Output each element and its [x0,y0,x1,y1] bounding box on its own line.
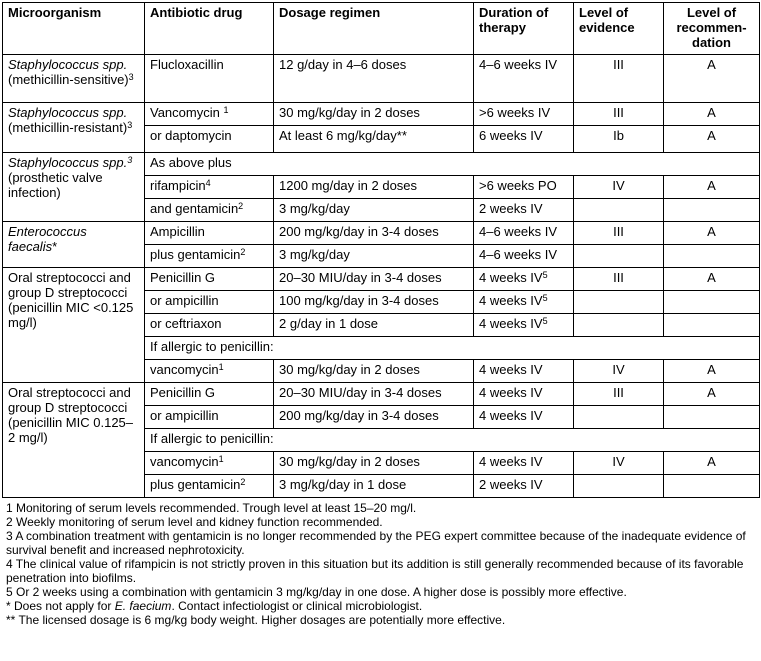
footnote-1: 1 Monitoring of serum levels recommended. Trough level at least 15–20 mg/l. [6,501,417,515]
footnote-ref: 1 [218,454,224,464]
organism-cell [3,103,145,153]
dosage-cell: 200 mg/kg/day in 3-4 doses [274,222,474,245]
evidence-cell [574,406,664,429]
dosage-cell: 20–30 MIU/day in 3-4 doses [274,383,474,406]
organism-italic: Staphylococcus spp. [8,105,128,120]
evidence-cell [574,245,664,268]
table-header-row [3,3,760,55]
organism-rest: (methicillin-resistant) [8,120,128,135]
footnote-ref: 3 [127,120,133,130]
recommendation-cell: A [664,383,760,406]
organism-rest: (prosthetic valve infection) [8,170,103,200]
footnote-star-italic: E. faecium [114,599,172,613]
drug-name: or ceftriaxon [150,316,222,331]
footnote-ref: 2 [238,201,244,211]
duration-text: 4 weeks IV [479,270,543,285]
drug-name: Penicillin G [150,385,216,400]
span-note-cell: If allergic to penicillin: [145,337,760,360]
dosage-cell: 30 mg/kg/day in 2 doses [274,103,474,126]
header-microorganism: Microorganism [3,3,145,55]
recommendation-cell: A [664,360,760,383]
drug-cell [145,199,274,222]
dosage-cell: At least 6 mg/kg/day** [274,126,474,153]
dosage-cell: 30 mg/kg/day in 2 doses [274,360,474,383]
duration-cell: >6 weeks IV [474,103,574,126]
footnote-ref: 2 [240,247,246,257]
drug-name: and gentamicin [150,201,239,216]
footnote-3: 3 A combination treatment with gentamicin is no longer recommended by the PEG expert committee because of the inadequate evidence of survival benefit and increased nephrotoxicity. [6,529,746,557]
dosage-cell: 2 g/day in 1 dose [274,314,474,337]
drug-cell [145,291,274,314]
header-level-of-evidence: Level of evidence [574,3,664,55]
duration-cell: 4 weeks IV [474,383,574,406]
dosage-cell: 1200 mg/day in 2 doses [274,176,474,199]
duration-text: 4 weeks IV [479,316,543,331]
footnote-star [6,599,759,613]
recommendation-cell: A [664,176,760,199]
header-duration: Duration of therapy [474,3,574,55]
evidence-cell: III [574,103,664,126]
dosage-cell: 3 mg/kg/day [274,245,474,268]
drug-cell [145,55,274,103]
duration-cell [474,291,574,314]
footnote-ref: 5 [542,270,548,280]
table-row [3,153,760,176]
duration-text: 4 weeks IV [479,293,543,308]
evidence-cell [574,199,664,222]
drug-name: plus gentamicin [150,247,241,262]
header-level-of-recommendation: Level of recommen-dation [664,3,760,55]
footnote-ref: 3 [127,155,133,165]
evidence-cell: IV [574,176,664,199]
drug-name: Ampicillin [150,224,205,239]
evidence-cell: Ib [574,126,664,153]
drug-name: or ampicillin [150,293,219,308]
recommendation-cell [664,475,760,498]
evidence-cell: IV [574,360,664,383]
duration-cell: 2 weeks IV [474,475,574,498]
recommendation-cell [664,245,760,268]
duration-cell: 4–6 weeks IV [474,55,574,103]
duration-cell: 4 weeks IV [474,360,574,383]
drug-name: vancomycin [150,454,219,469]
dosage-cell: 12 g/day in 4–6 doses [274,55,474,103]
table-row [3,103,760,126]
recommendation-cell: A [664,103,760,126]
drug-name: Flucloxacillin [150,57,224,72]
drug-cell [145,268,274,291]
drug-cell [145,126,274,153]
drug-name: plus gentamicin [150,477,241,492]
dosage-cell: 3 mg/kg/day [274,199,474,222]
dosage-cell: 30 mg/kg/day in 2 doses [274,452,474,475]
organism-cell: Oral streptococci and group D streptococci (penicillin MIC 0.125–2 mg/l) [3,383,145,498]
table-row [3,55,760,103]
organism-cell [3,222,145,268]
footnotes [2,501,759,627]
evidence-cell [574,314,664,337]
duration-cell: 4–6 weeks IV [474,222,574,245]
recommendation-cell [664,199,760,222]
drug-cell [145,360,274,383]
drug-cell [145,245,274,268]
duration-cell: 4–6 weeks IV [474,245,574,268]
drug-cell [145,475,274,498]
organism-cell: Oral streptococci and group D streptococci (penicillin MIC <0.125 mg/l) [3,268,145,383]
footnote-star-prefix: * Does not apply for [6,599,115,613]
span-note-cell: As above plus [145,153,760,176]
recommendation-cell: A [664,222,760,245]
footnote-ref: 2 [240,477,246,487]
organism-italic: Staphylococcus spp. [8,155,128,170]
recommendation-cell [664,314,760,337]
drug-cell [145,406,274,429]
footnote-5: 5 Or 2 weeks using a combination with gentamicin 3 mg/kg/day in one dose. A higher dose is possibly more effective. [6,585,627,599]
drug-cell [145,222,274,245]
recommendation-cell: A [664,452,760,475]
drug-name: or ampicillin [150,408,219,423]
drug-cell [145,176,274,199]
recommendation-cell [664,406,760,429]
footnote-ref: 1 [223,105,229,115]
drug-cell [145,103,274,126]
organism-italic: Staphylococcus spp. [8,57,128,72]
organism-cell [3,153,145,222]
recommendation-cell [664,291,760,314]
header-dosage-regimen: Dosage regimen [274,3,474,55]
antibiotic-regimen-table [2,2,760,498]
duration-cell: 4 weeks IV [474,452,574,475]
evidence-cell [574,291,664,314]
footnote-double-star: ** The licensed dosage is 6 mg/kg body weight. Higher dosages are potentially more effective. [6,613,506,627]
evidence-cell: IV [574,452,664,475]
dosage-cell: 200 mg/kg/day in 3-4 doses [274,406,474,429]
drug-cell [145,452,274,475]
duration-cell: >6 weeks PO [474,176,574,199]
recommendation-cell: A [664,55,760,103]
footnote-ref: 5 [542,316,548,326]
table-row [3,222,760,245]
recommendation-cell: A [664,126,760,153]
drug-cell [145,314,274,337]
dosage-cell: 3 mg/kg/day in 1 dose [274,475,474,498]
footnote-ref: 1 [218,362,224,372]
duration-cell: 4 weeks IV [474,406,574,429]
footnote-ref: 5 [542,293,548,303]
drug-cell [145,383,274,406]
table-row [3,268,760,291]
organism-rest: (methicillin-sensitive) [8,72,129,87]
organism-italic: Enterococcus faecalis [8,224,87,254]
duration-cell: 2 weeks IV [474,199,574,222]
drug-name: or daptomycin [150,128,232,143]
evidence-cell: III [574,55,664,103]
evidence-cell: III [574,383,664,406]
footnote-star-rest: . Contact infectiologist or clinical microbiologist. [171,599,423,613]
drug-name: Vancomycin [150,105,224,120]
dosage-cell: 100 mg/kg/day in 3-4 doses [274,291,474,314]
duration-cell: 6 weeks IV [474,126,574,153]
organism-rest: * [52,239,58,254]
evidence-cell: III [574,222,664,245]
evidence-cell: III [574,268,664,291]
recommendation-cell: A [664,268,760,291]
footnote-2: 2 Weekly monitoring of serum level and kidney function recommended. [6,515,383,529]
drug-name: vancomycin [150,362,219,377]
evidence-cell [574,475,664,498]
span-note-cell: If allergic to penicillin: [145,429,760,452]
footnote-ref: 3 [128,72,134,82]
drug-name: rifampicin [150,178,206,193]
duration-cell [474,314,574,337]
dosage-cell: 20–30 MIU/day in 3-4 doses [274,268,474,291]
header-antibiotic-drug: Antibiotic drug [145,3,274,55]
duration-cell [474,268,574,291]
footnote-4: 4 The clinical value of rifampicin is not strictly proven in this situation but its addition is still generally recommended because of its favorable penetration into biofilms. [6,557,744,585]
footnote-ref: 4 [205,178,211,188]
table-row [3,383,760,406]
drug-name: Penicillin G [150,270,216,285]
organism-cell [3,55,145,103]
